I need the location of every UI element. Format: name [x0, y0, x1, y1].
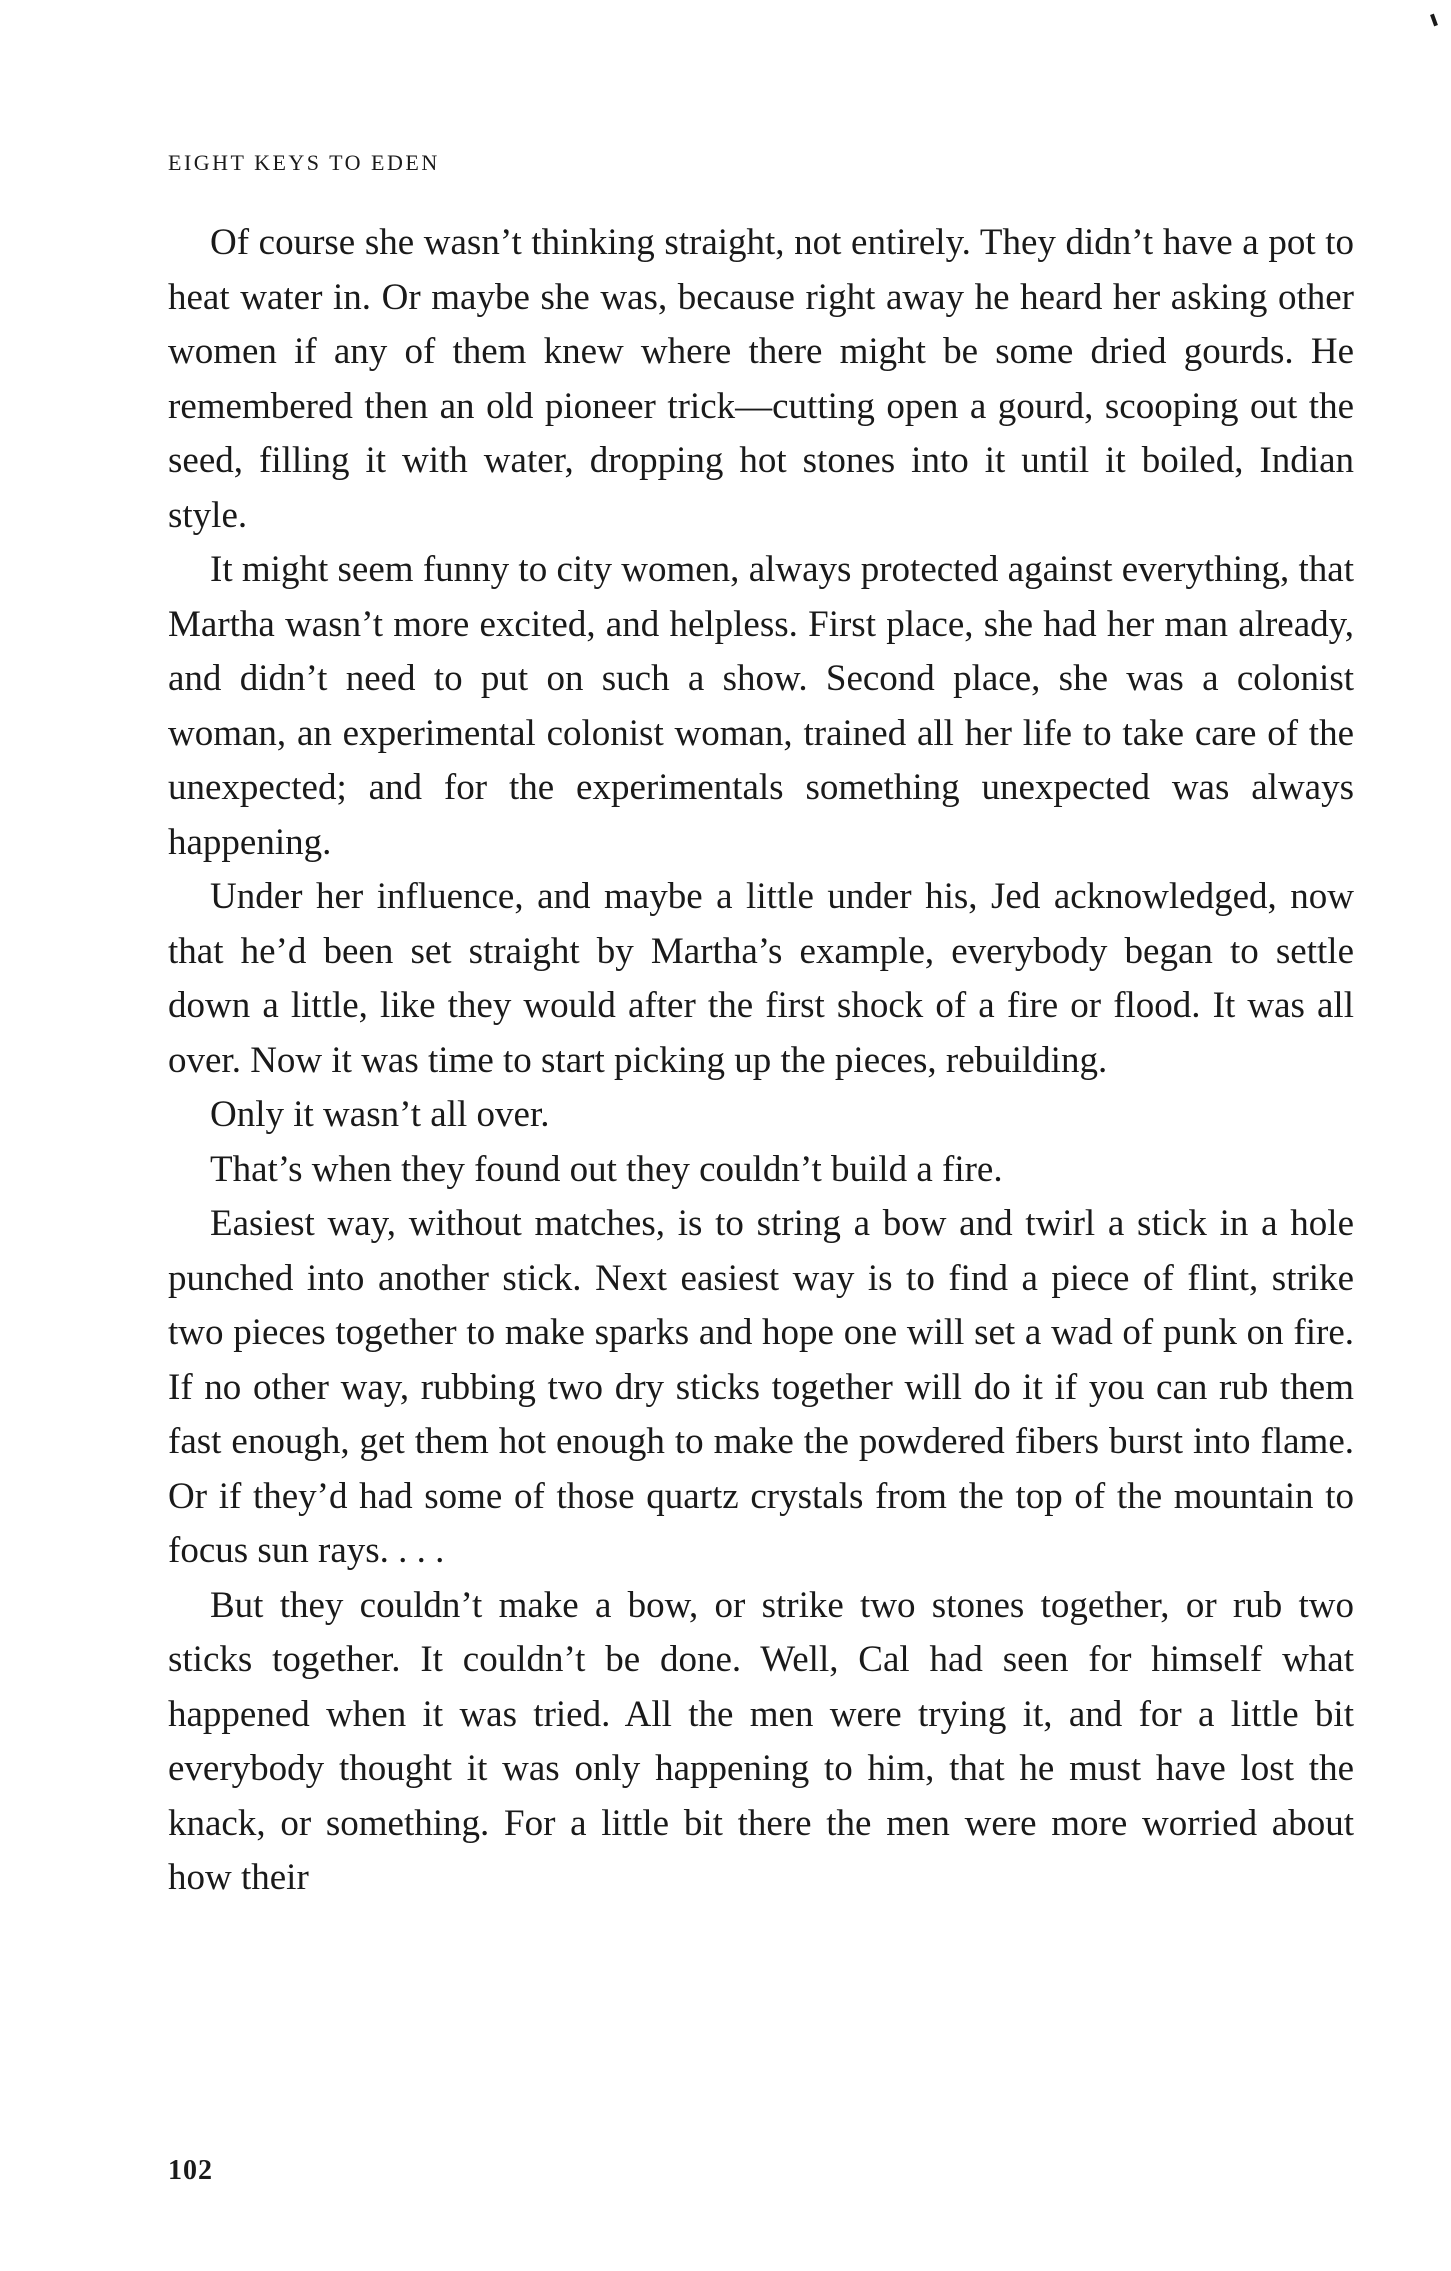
page-number: 102: [168, 2155, 213, 2186]
paragraph-7: But they couldn’t make a bow, or strike two stones together, or rub two sticks together. It couldn’t be done. Well, Cal had seen for himself what happened when it was tried. All the men were trying it, and for a little bit everybody thought it was only happening to him, that he must have lost the knack, or something. For a little bit there the men were more worried about how their: [168, 1584, 1354, 1898]
paragraph-1: Of course she wasn’t thinking straight, not entirely. They didn’t have a pot to heat water in. Or maybe she was, because right away he heard her asking other women if any of them knew where there might be some dried gourds. He remembered then an old pioneer trick—cutting open a gourd, scooping out the seed, filling it with water, dropping hot stones into it until it boiled, Indian style.: [168, 222, 1354, 536]
running-head-title: EIGHT KEYS TO EDEN: [168, 150, 440, 175]
body-text: [168, 216, 1354, 1906]
scan-mark: [1430, 14, 1438, 27]
paragraph-4: Only it wasn’t all over.: [210, 1094, 550, 1135]
paragraph-2: It might seem funny to city women, always protected against everything, that Martha wasn’t more excited, and helpless. First place, she had her man already, and didn’t need to put on such a show. Second place, she was a colonist woman, an experimental colonist woman, trained all her life to take care of the unexpected; and for the experimentals something unexpected was always happening.: [168, 549, 1354, 863]
paragraph-6: Easiest way, without matches, is to string a bow and twirl a stick in a hole punched into another stick. Next easiest way is to find a piece of flint, strike two pieces together to make sparks and hope one will set a wad of punk on fire. If no other way, rubbing two dry sticks together will do it if you can rub them fast enough, get them hot enough to make the powdered fibers burst into flame. Or if they’d had some of those quartz crystals from the top of the mountain to focus sun rays. . . .: [168, 1203, 1354, 1571]
paragraph-5: That’s when they found out they couldn’t build a fire.: [210, 1148, 1003, 1190]
paragraph-3: Under her influence, and maybe a little under his, Jed acknowledged, now that he’d been set straight by Martha’s example, everybody began to settle down a little, like they would after the first shock of a fire or flood. It was all over. Now it was time to start picking up the pieces, rebuilding.: [168, 876, 1354, 1081]
